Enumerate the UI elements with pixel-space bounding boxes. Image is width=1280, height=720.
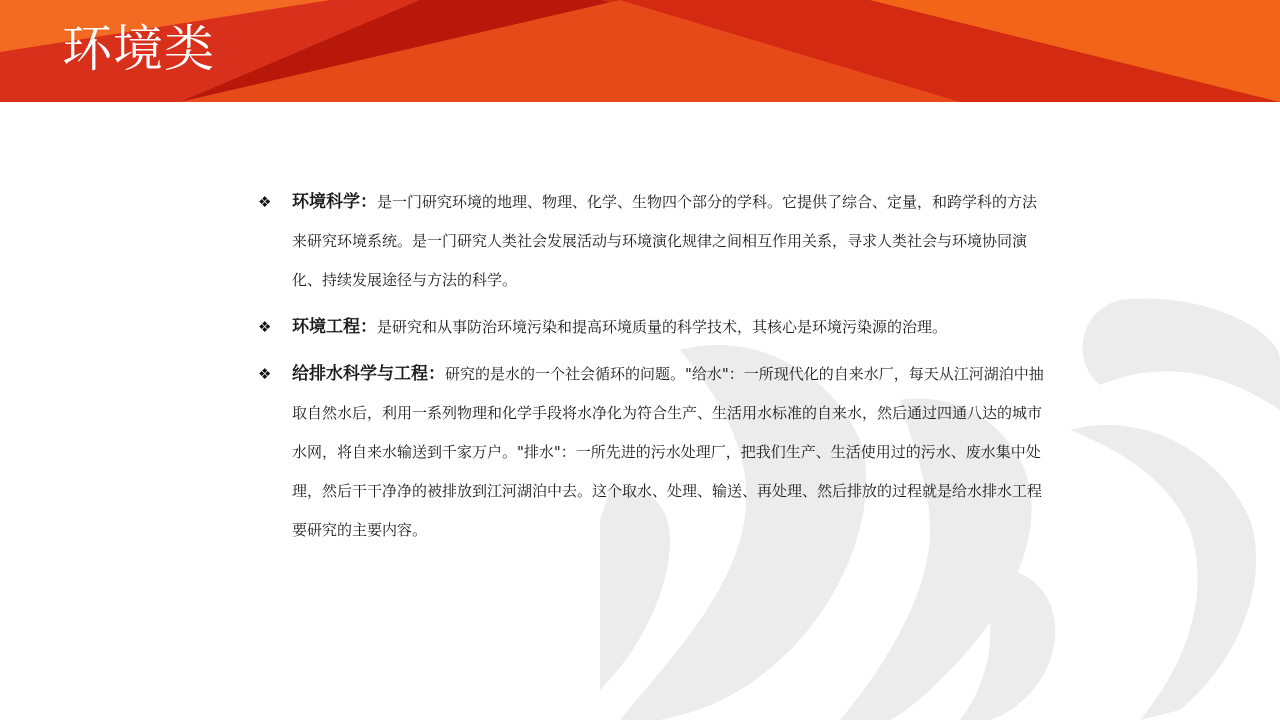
content-list [258,183,1048,558]
list-item [258,308,1048,347]
item-term: 给排水科学与工程： [292,364,445,384]
diamond-bullet-icon: ❖ [258,365,272,383]
list-item [258,355,1048,550]
list-item [258,183,1048,300]
item-text: 研究的是水的一个社会循环的问题。"给水"：一所现代化的自来水厂，每天从江河湖泊中抽取自然水后，利用一系列物理和化学手段将水净化为符合生产、生活用水标准的自来水，然后通过四通八达的城市水网，将自来水输送到千家万户。"排水"：一所先进的污水处理厂，把我们生产、生活使用过的污水、废水集中处理，然后干干净净的被排放到江河湖泊中去。这个取水、处理、输送、再处理、然后排放的过程就是给水排水工程要研究的主要内容。 [292,365,1044,539]
header-banner [0,0,1280,102]
diamond-bullet-icon: ❖ [258,193,272,211]
diamond-bullet-icon: ❖ [258,318,272,336]
item-term: 环境工程： [292,317,377,337]
page-title: 环境类 [62,20,215,78]
item-text: 是一门研究环境的地理、物理、化学、生物四个部分的学科。它提供了综合、定量，和跨学科的方法来研究环境系统。是一门研究人类社会发展活动与环境演化规律之间相互作用关系，寻求人类社会与环境协同演化、持续发展途径与方法的科学。 [292,193,1038,289]
item-term: 环境科学： [292,192,377,212]
item-text: 是研究和从事防治环境污染和提高环境质量的科学技术，其核心是环境污染源的治理。 [377,318,948,336]
